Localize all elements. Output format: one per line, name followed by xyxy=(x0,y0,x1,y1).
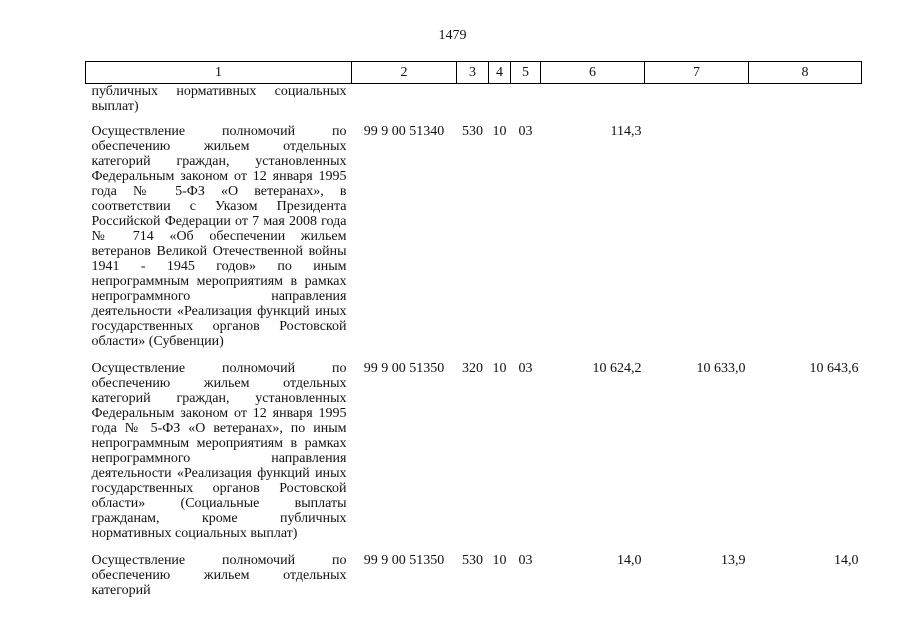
row-year1: 14,0 xyxy=(617,553,642,568)
row-code xyxy=(352,84,457,125)
row-year3: 10 643,6 xyxy=(809,361,859,376)
table-row xyxy=(86,124,862,361)
page-number: 1479 xyxy=(438,28,467,43)
table-row xyxy=(86,553,862,610)
row-year2: 13,9 xyxy=(721,553,746,568)
column-header: 4 xyxy=(489,62,511,84)
row-pr: 03 xyxy=(518,124,533,139)
row-pr xyxy=(511,84,541,125)
row-code: 99 9 00 51350 xyxy=(363,361,445,376)
row-code: 99 9 00 51350 xyxy=(363,553,445,568)
row-year2 xyxy=(645,84,749,125)
row-code: 99 9 00 51340 xyxy=(363,124,445,139)
row-vr xyxy=(457,84,489,125)
row-pr: 03 xyxy=(518,361,533,376)
row-name: Осуществление полномочий по обеспечению жильем отдельных категорий xyxy=(91,553,347,598)
row-name: Осуществление полномочий по обеспечению жильем отдельных категорий граждан, установленных Федеральным законом от 12 января 1995 года № 5-ФЗ «О ветеранах», по иным непрограммным мероприятиям в рамках непрограммного направления деятельности «Реализация функций иных государственных органов Ростовской области» (Социальные выплаты гражданам, кроме публичных нормативных социальных выплат) xyxy=(91,361,347,541)
column-header: 6 xyxy=(541,62,645,84)
row-year3 xyxy=(749,124,862,361)
column-header: 1 xyxy=(86,62,352,84)
row-name: публичных нормативных социальных выплат) xyxy=(91,84,347,114)
row-rz: 10 xyxy=(492,124,507,139)
row-year3 xyxy=(749,84,862,125)
column-number-row xyxy=(86,62,862,84)
table-body xyxy=(86,84,862,611)
row-vr: 530 xyxy=(462,553,483,568)
row-name: Осуществление полномочий по обеспечению жильем отдельных категорий граждан, установленных Федеральным законом от 12 января 1995 года № 5-ФЗ «О ветеранах», в соответствии с Указом Президента Российской Федерации от 7 мая 2008 года № 714 «Об обеспечении жильем ветеранов Великой Отечественной войны 1941 - 1945 годов» по иным непрограммным мероприятиям в рамках непрограммного направления деятельности «Реализация функций иных государственных органов Ростовской области» (Субвенции) xyxy=(91,124,347,349)
row-year2: 10 633,0 xyxy=(696,361,746,376)
column-header: 8 xyxy=(749,62,862,84)
column-header: 2 xyxy=(352,62,457,84)
column-header: 5 xyxy=(511,62,541,84)
row-year3: 14,0 xyxy=(834,553,859,568)
table-row xyxy=(86,84,862,125)
row-vr: 530 xyxy=(462,124,483,139)
row-year1: 114,3 xyxy=(610,124,642,139)
budget-table xyxy=(85,61,862,610)
row-rz: 10 xyxy=(492,361,507,376)
table-row xyxy=(86,361,862,553)
row-year1: 10 624,2 xyxy=(592,361,642,376)
row-rz xyxy=(489,84,511,125)
column-header: 3 xyxy=(457,62,489,84)
row-year1 xyxy=(541,84,645,125)
table-header xyxy=(86,62,862,84)
column-header: 7 xyxy=(645,62,749,84)
row-rz: 10 xyxy=(492,553,507,568)
row-vr: 320 xyxy=(462,361,483,376)
row-year2 xyxy=(645,124,749,361)
row-pr: 03 xyxy=(518,553,533,568)
